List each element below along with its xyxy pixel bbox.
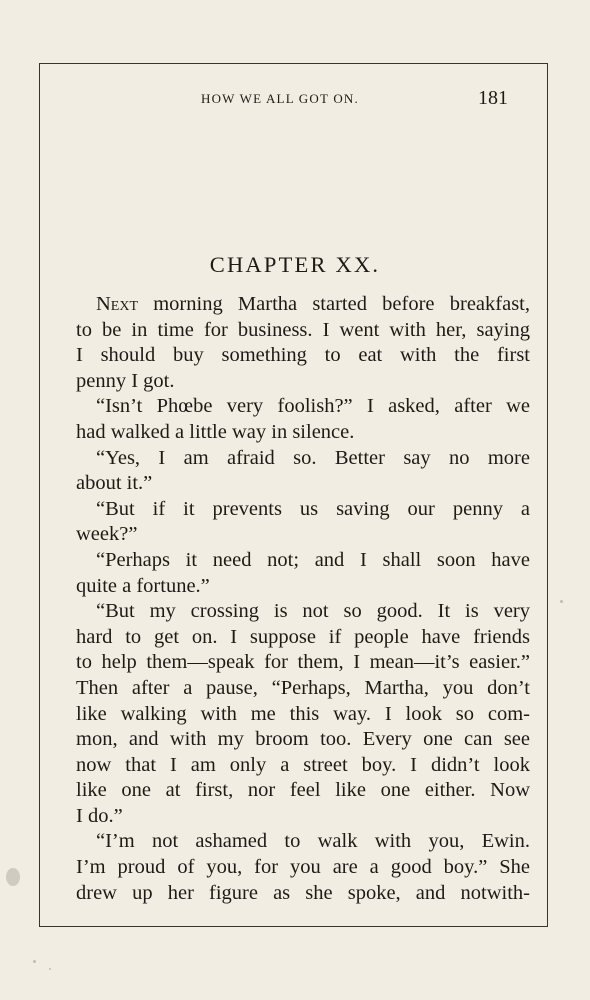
text-line: drew up her figure as she spoke, and notwith- xyxy=(76,881,530,904)
text-line: “Perhaps it need not; and I shall soon have xyxy=(96,548,530,571)
paper-speck xyxy=(49,968,51,970)
paragraph xyxy=(76,548,530,599)
text-line: week?” xyxy=(76,523,138,546)
paper-speck xyxy=(33,960,36,963)
text-line: “But if it prevents us saving our penny a xyxy=(96,497,530,520)
body-text xyxy=(76,292,530,906)
text-line: “Yes, I am afraid so. Better say no more xyxy=(96,446,530,469)
paper-speck xyxy=(560,600,563,603)
text-line: to help them—speak for them, I mean—it’s easier.” xyxy=(76,651,530,674)
text-line: hard to get on. I suppose if people have friends xyxy=(76,625,530,648)
paragraph xyxy=(76,292,530,394)
text-line: I do.” xyxy=(76,804,123,827)
text-line: I’m proud of you, for you are a good boy.” She xyxy=(76,856,530,879)
text-line: had walked a little way in silence. xyxy=(76,420,355,443)
text-line: Next morning Martha started before breakfast, xyxy=(96,293,530,315)
paper-speck xyxy=(6,868,20,886)
paragraph xyxy=(76,829,530,906)
text-line: like walking with me this way. I look so com- xyxy=(76,702,530,725)
paragraph xyxy=(76,497,530,548)
text-line: “I’m not ashamed to walk with you, Ewin. xyxy=(96,830,530,853)
text-line: penny I got. xyxy=(76,369,175,392)
paragraph xyxy=(76,394,530,445)
running-title: HOW WE ALL GOT ON. xyxy=(201,91,359,106)
running-head xyxy=(0,87,590,113)
paragraph xyxy=(76,599,530,829)
text-line: I should buy something to eat with the first xyxy=(76,344,530,367)
text-line: mon, and with my broom too. Every one can see xyxy=(76,728,530,751)
text-line: to be in time for business. I went with her, saying xyxy=(76,318,530,341)
text-line: like one at first, nor feel like one either. Now xyxy=(76,779,530,802)
text-line: now that I am only a street boy. I didn’t look xyxy=(76,753,530,776)
text-line: about it.” xyxy=(76,472,153,495)
text-line: quite a fortune.” xyxy=(76,574,210,597)
paragraph xyxy=(76,446,530,497)
text-line: “Isn’t Phœbe very foolish?” I asked, after we xyxy=(96,395,530,418)
page-number: 181 xyxy=(478,87,508,109)
chapter-title: CHAPTER XX. xyxy=(209,252,381,277)
small-caps-opening: Next xyxy=(96,293,139,315)
text-line: Then after a pause, “Perhaps, Martha, you don’t xyxy=(76,676,530,699)
text-line: “But my crossing is not so good. It is very xyxy=(96,600,530,623)
